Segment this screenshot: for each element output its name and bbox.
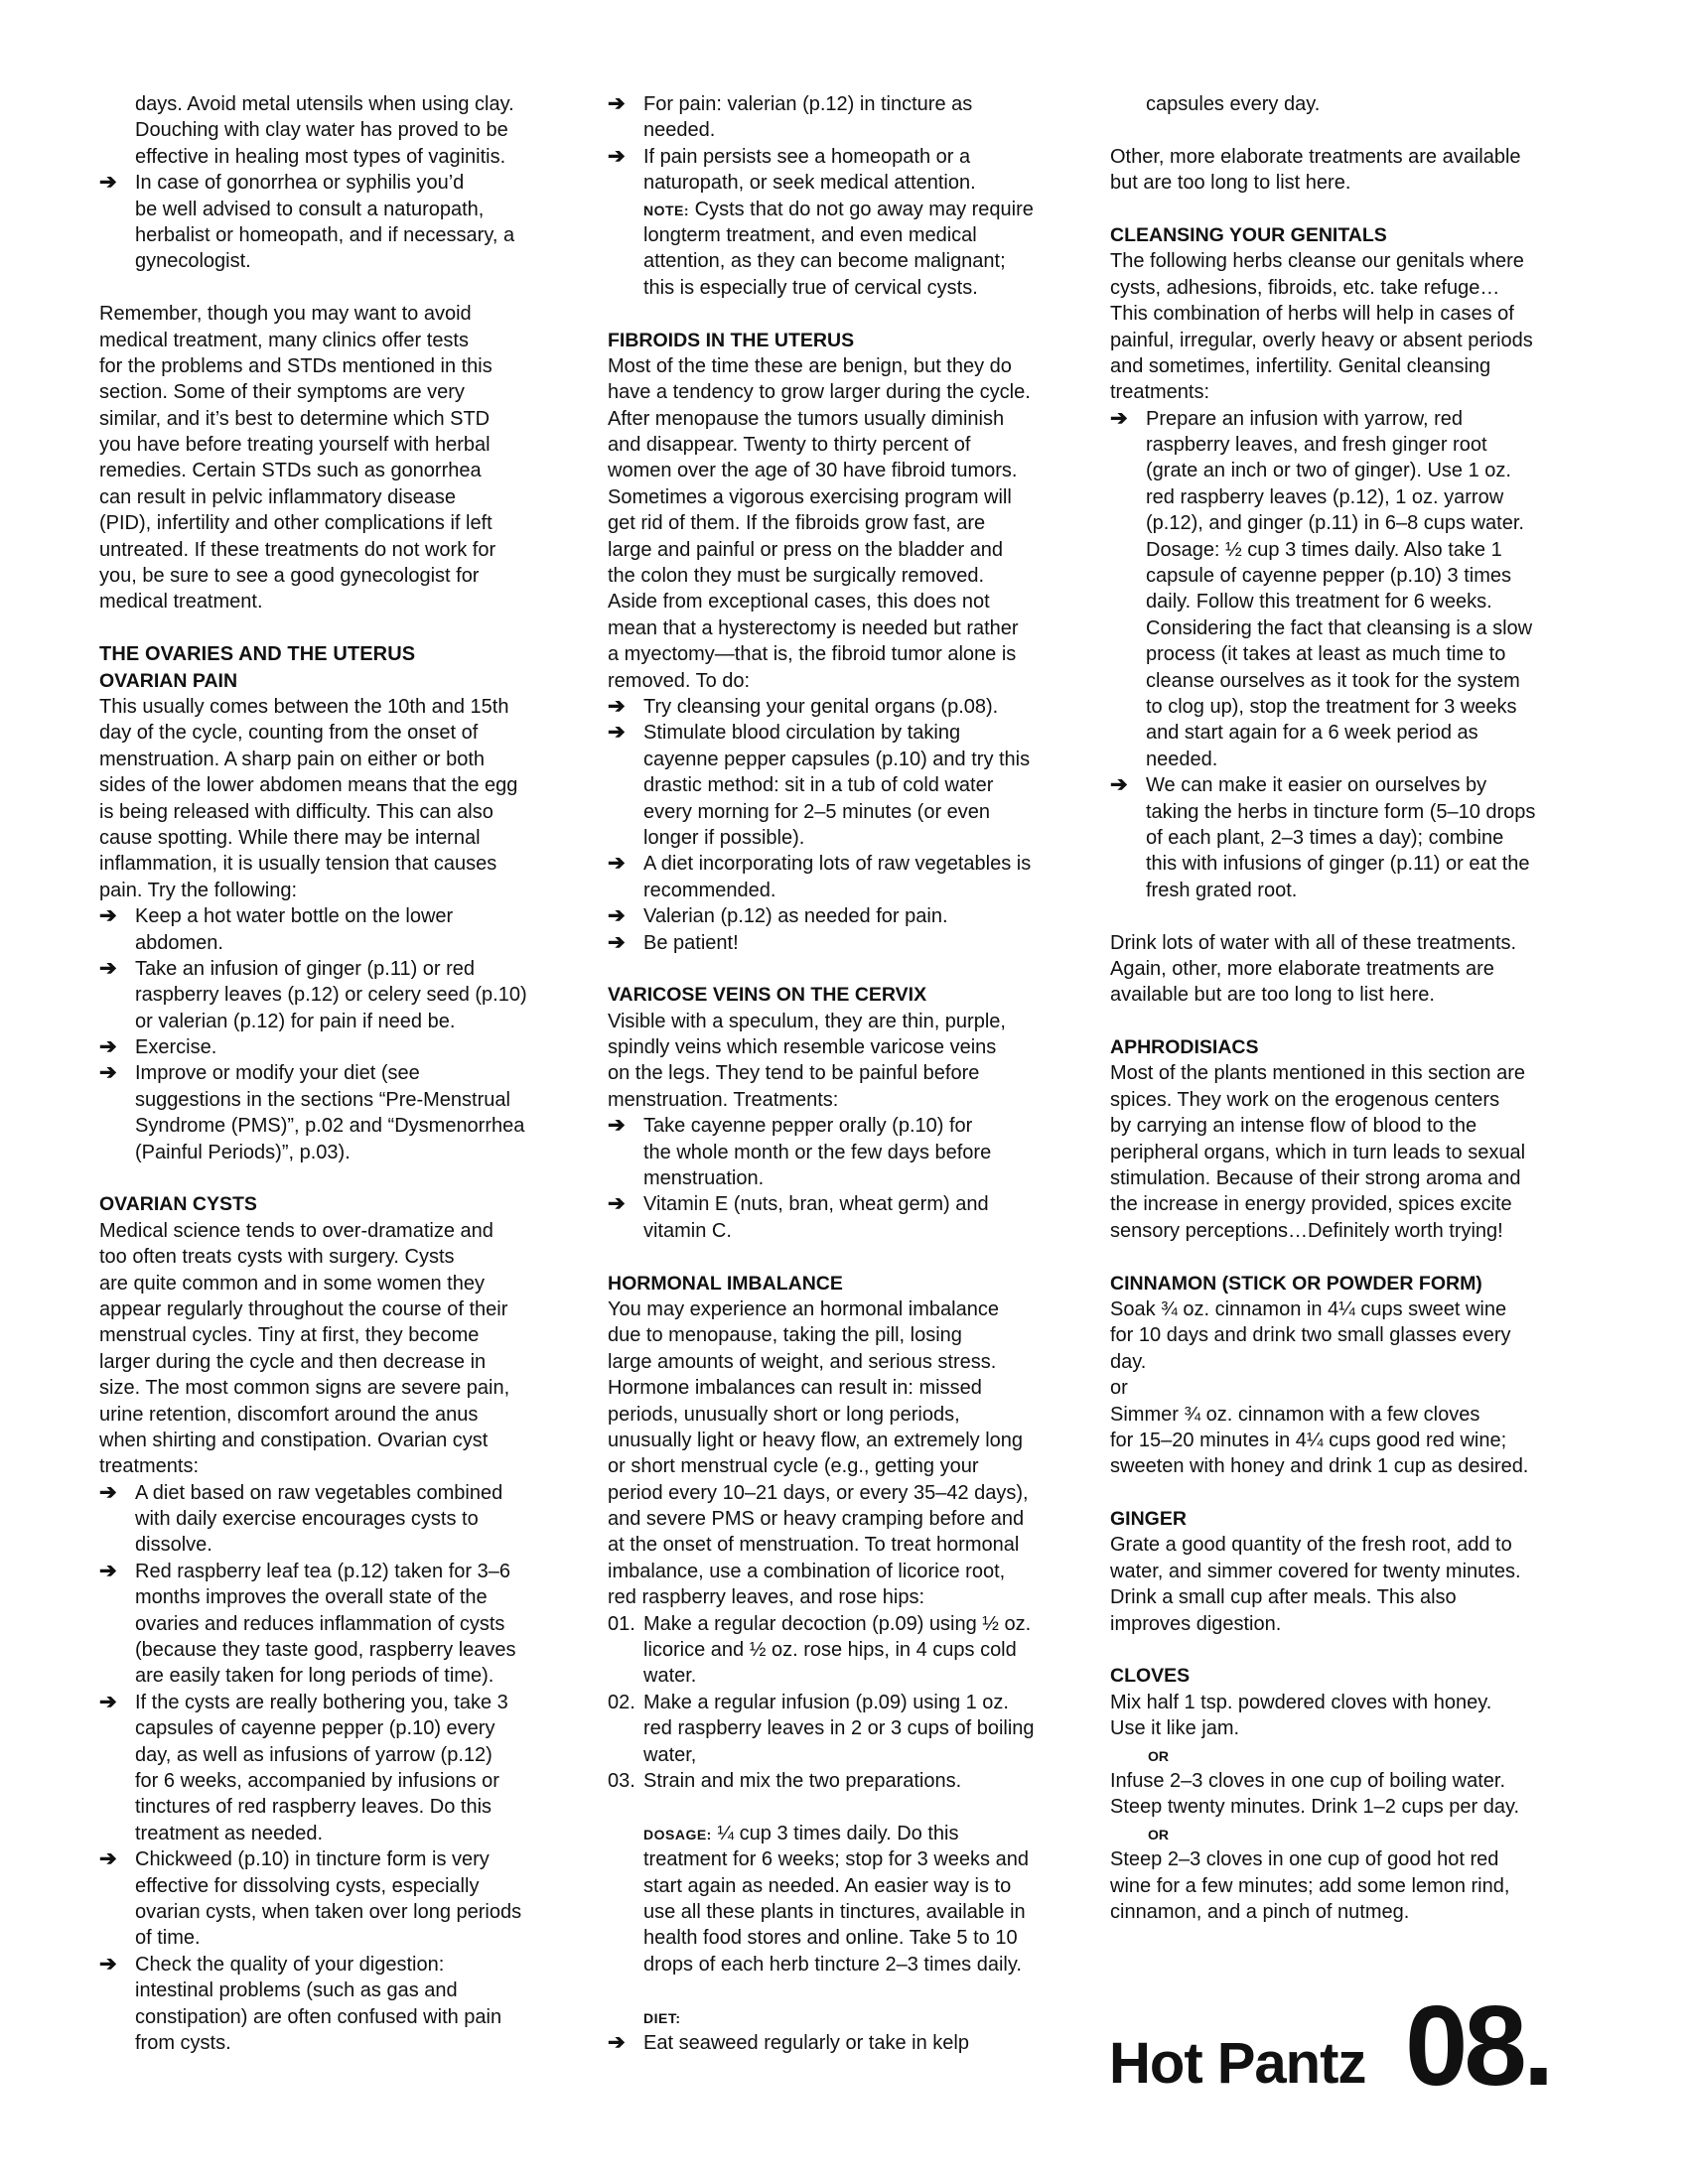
indented-line: fresh grated root.	[1146, 879, 1298, 901]
paragraph-line: Again, other, more elaborate treatments are	[1110, 957, 1494, 980]
bullet-item	[99, 1060, 566, 1086]
indented-line: the whole month or the few days before	[643, 1141, 992, 1163]
column-3	[1110, 91, 1597, 1925]
paragraph-line: when shirting and constipation. Ovarian cyst	[99, 1429, 489, 1451]
paragraph-line: water, and simmer covered for twenty minutes.	[1110, 1560, 1521, 1582]
indented-line: process (it takes at least as much time to	[1146, 643, 1506, 666]
paragraph-line: is being released with difficulty. This can also	[99, 800, 493, 823]
or-label: OR	[1148, 1826, 1169, 1843]
indented-line: or valerian (p.12) for pain if need be.	[135, 1010, 456, 1032]
indented-line: raspberry leaves, and fresh ginger root	[1146, 434, 1487, 457]
paragraph-line: (PID), infertility and other complications if left	[99, 512, 492, 535]
paragraph-line: Sometimes a vigorous exercising program will	[608, 485, 1012, 508]
paragraph-line: Medical science tends to over-dramatize and	[99, 1219, 493, 1242]
indented-line: of each plant, 2–3 times a day); combine	[1146, 826, 1504, 849]
bullet-item	[99, 1034, 566, 1060]
indented-line: Considering the fact that cleansing is a slow	[1146, 616, 1533, 639]
subsection-heading: CLOVES	[1110, 1665, 1191, 1688]
bullet-text: For pain: valerian (p.12) in tincture as	[643, 93, 973, 115]
item-text: Make a regular decoction (p.09) using ½ oz.	[643, 1612, 1032, 1635]
paragraph-line: Simmer ¾ oz. cinnamon with a few cloves	[1110, 1403, 1480, 1426]
paragraph-line: sweeten with honey and drink 1 cup as desired.	[1110, 1455, 1529, 1478]
bullet-text: A diet incorporating lots of raw vegetables is	[643, 853, 1032, 876]
indented-line: constipation) are often confused with pain	[135, 2005, 502, 2028]
blank-line	[1110, 1009, 1597, 1034]
paragraph-line: treatments:	[1110, 381, 1210, 404]
indented-line: herbalist or homeopath, and if necessary, a	[135, 223, 515, 246]
bullet-item	[608, 2030, 1084, 2056]
bullet-item	[608, 694, 1084, 720]
indented-line: with daily exercise encourages cysts to	[135, 1508, 479, 1531]
subsection-heading: CLEANSING YOUR GENITALS	[1110, 223, 1387, 246]
arrow-right-icon: ➔	[608, 904, 626, 928]
paragraph-line: Most of the time these are benign, but they do	[608, 354, 1012, 377]
paragraph-line: Remember, though you may want to avoid	[99, 303, 472, 326]
paragraph-line: Grate a good quantity of the fresh root, add to	[1110, 1534, 1512, 1557]
bullet-item	[99, 170, 566, 196]
arrow-right-icon: ➔	[99, 1952, 117, 1976]
arrow-right-icon: ➔	[99, 1847, 117, 1871]
paragraph-line: cysts, adhesions, fibroids, etc. take refuge…	[1110, 276, 1500, 299]
paragraph-line: menstruation. Treatments:	[608, 1088, 839, 1111]
indented-line: longer if possible).	[643, 826, 805, 849]
arrow-right-icon: ➔	[99, 1035, 117, 1059]
note-label: DOSAGE:	[643, 1826, 712, 1843]
bullet-item	[99, 1952, 566, 1978]
paragraph-line: period every 10–21 days, or every 35–42 days),	[608, 1481, 1029, 1504]
paragraph-line: have a tendency to grow larger during the cycle.	[608, 381, 1031, 404]
bullet-text: If pain persists see a homeopath or a	[643, 145, 971, 168]
blank-line	[608, 1794, 1084, 1820]
blank-line	[1110, 1637, 1597, 1663]
paragraph-line: Drink a small cup after meals. This also	[1110, 1586, 1457, 1609]
blank-line	[608, 956, 1084, 982]
bullet-text: Chickweed (p.10) in tincture form is very	[135, 1848, 490, 1871]
bullet-text: Eat seaweed regularly or take in kelp	[643, 2031, 969, 2054]
bullet-text: In case of gonorrhea or syphilis you’d	[135, 172, 465, 195]
paragraph-line: you, be sure to see a good gynecologist for	[99, 565, 480, 588]
indented-line: be well advised to consult a naturopath,	[135, 198, 485, 220]
paragraph-line: stimulation. Because of their strong aroma and	[1110, 1167, 1521, 1190]
blank-line	[1110, 117, 1597, 143]
bullet-text: Take an infusion of ginger (p.11) or red	[135, 957, 476, 980]
paragraph-line: and sometimes, infertility. Genital cleansing	[1110, 354, 1491, 377]
bullet-item	[608, 1191, 1084, 1217]
paragraph-line: inflammation, it is usually tension that causes	[99, 853, 497, 876]
indented-line: effective for dissolving cysts, especially	[135, 1874, 480, 1897]
bullet-text: Red raspberry leaf tea (p.12) taken for 3–6	[135, 1560, 510, 1582]
indented-line: naturopath, or seek medical attention.	[643, 172, 976, 195]
subsection-heading: OVARIAN PAIN	[99, 669, 238, 692]
paragraph-line: medical treatment.	[99, 591, 263, 614]
indented-line: (grate an inch or two of ginger). Use 1 oz.	[1146, 460, 1511, 482]
blank-line	[1110, 1480, 1597, 1506]
indented-line: (p.12), and ginger (p.11) in 6–8 cups water.	[1146, 512, 1524, 535]
indented-line: attention, as they can become malignant;	[643, 250, 1006, 273]
paragraph-line: get rid of them. If the fibroids grow fast, are	[608, 512, 986, 535]
indented-line: cleanse ourselves as it took for the system	[1146, 669, 1520, 692]
page-number: 08.	[1405, 1983, 1551, 2110]
bullet-text: We can make it easier on ourselves by	[1146, 774, 1487, 797]
note-label: DIET:	[643, 2009, 681, 2026]
paragraph-line: peripheral organs, which in turn leads to sexual	[1110, 1141, 1526, 1163]
paragraph-line: urine retention, discomfort around the anus	[99, 1403, 479, 1426]
indented-line: are easily taken for long periods of time).	[135, 1665, 494, 1688]
paragraph-line: large and painful or press on the bladder and	[608, 538, 1004, 561]
indented-line: needed.	[1146, 748, 1218, 770]
bullet-item	[608, 144, 1084, 170]
paragraph-line: for 10 days and drink two small glasses every	[1110, 1324, 1511, 1347]
subsection-heading: GINGER	[1110, 1508, 1187, 1531]
paragraph-line: appear regularly throughout the course of their	[99, 1297, 508, 1320]
numbered-item	[608, 1768, 1084, 1794]
paragraph-line: too often treats cysts with surgery. Cysts	[99, 1246, 455, 1269]
item-number: 03.	[608, 1770, 635, 1792]
or-separator	[1110, 1821, 1597, 1846]
paragraph-line: for 15–20 minutes in 4¼ cups good red wine;	[1110, 1429, 1507, 1451]
paragraph-line: can result in pelvic inflammatory disease	[99, 485, 457, 508]
paragraph-line: red raspberry leaves, and rose hips:	[608, 1586, 925, 1609]
paragraph-line: You may experience an hormonal imbalance	[608, 1297, 999, 1320]
paragraph-line: unusually light or heavy flow, an extremely long	[608, 1429, 1024, 1451]
bullet-item	[608, 930, 1084, 956]
paragraph-line: remedies. Certain STDs such as gonorrhea	[99, 460, 482, 482]
indented-line: recommended.	[643, 879, 776, 901]
arrow-right-icon: ➔	[608, 1114, 626, 1138]
indented-line: water.	[643, 1665, 697, 1688]
arrow-right-icon: ➔	[608, 721, 626, 745]
paragraph-line: medical treatment, many clinics offer tests	[99, 329, 469, 351]
bullet-item	[608, 851, 1084, 877]
indented-line: treatment for 6 weeks; stop for 3 weeks and	[643, 1848, 1029, 1871]
indented-line: and start again for a 6 week period as	[1146, 722, 1478, 745]
indented-line: red raspberry leaves (p.12), 1 oz. yarrow	[1146, 485, 1504, 508]
indented-line: this is especially true of cervical cysts.	[643, 276, 978, 299]
indented-line: tinctures of red raspberry leaves. Do this	[135, 1796, 492, 1819]
arrow-right-icon: ➔	[1110, 406, 1128, 430]
arrow-right-icon: ➔	[608, 694, 626, 718]
indented-line: needed.	[643, 119, 716, 142]
paragraph-line: due to menopause, taking the pill, losing	[608, 1324, 962, 1347]
bullet-text: Take cayenne pepper orally (p.10) for	[643, 1115, 973, 1138]
paragraph-line: imbalance, use a combination of licorice root,	[608, 1560, 1006, 1582]
numbered-item	[608, 1690, 1084, 1715]
paragraph-line: treatments:	[99, 1455, 200, 1478]
paragraph-line: untreated. If these treatments do not work for	[99, 538, 496, 561]
publication-title: Hot Pantz	[1109, 2031, 1366, 2096]
paragraph-line: similar, and it’s best to determine which STD	[99, 407, 491, 430]
paragraph-line: The following herbs cleanse our genitals where	[1110, 250, 1524, 273]
bullet-item	[99, 1559, 566, 1584]
blank-line	[608, 301, 1084, 327]
bullet-item	[608, 720, 1084, 746]
item-number: 01.	[608, 1612, 635, 1635]
arrow-right-icon: ➔	[608, 852, 626, 876]
arrow-right-icon: ➔	[99, 1690, 117, 1713]
paragraph-line: cause spotting. While there may be internal	[99, 826, 481, 849]
indented-line: (because they taste good, raspberry leaves	[135, 1639, 516, 1662]
indented-line: Dosage: ½ cup 3 times daily. Also take 1	[1146, 538, 1502, 561]
indented-line: vitamin C.	[643, 1219, 732, 1242]
indented-line: this with infusions of ginger (p.11) or eat the	[1146, 853, 1530, 876]
indented-line: days. Avoid metal utensils when using clay.	[135, 93, 514, 115]
arrow-right-icon: ➔	[99, 1559, 117, 1582]
numbered-item	[608, 1611, 1084, 1637]
bullet-item	[608, 1113, 1084, 1139]
indented-line: months improves the overall state of the	[135, 1586, 488, 1609]
indented-line: suggestions in the sections “Pre-Menstrual	[135, 1088, 510, 1111]
arrow-right-icon: ➔	[99, 1480, 117, 1504]
paragraph-line: sides of the lower abdomen means that the egg	[99, 774, 518, 797]
subsection-heading: HORMONAL IMBALANCE	[608, 1272, 843, 1295]
paragraph-line: or	[1110, 1377, 1128, 1400]
labeled-note	[608, 1821, 1084, 1846]
item-number: 02.	[608, 1691, 635, 1713]
indented-line: daily. Follow this treatment for 6 weeks.	[1146, 591, 1492, 614]
indented-line: effective in healing most types of vaginitis.	[135, 145, 506, 168]
paragraph-line: Drink lots of water with all of these treatments.	[1110, 931, 1517, 954]
bullet-item	[99, 1690, 566, 1715]
paragraph-line: are quite common and in some women they	[99, 1272, 485, 1295]
labeled-note	[608, 197, 1084, 222]
paragraph-line: Most of the plants mentioned in this section are	[1110, 1062, 1526, 1085]
arrow-right-icon: ➔	[99, 171, 117, 195]
indented-line: to clog up), stop the treatment for 3 weeks	[1146, 695, 1517, 718]
blank-line	[1110, 197, 1597, 222]
paragraph-line: by carrying an intense flow of blood to the	[1110, 1115, 1477, 1138]
note-label: NOTE:	[643, 202, 690, 218]
bullet-item	[99, 903, 566, 929]
subsection-heading: APHRODISIACS	[1110, 1036, 1259, 1059]
indented-line: raspberry leaves (p.12) or celery seed (p.10)	[135, 984, 527, 1007]
paragraph-line: large amounts of weight, and serious stress.	[608, 1350, 997, 1373]
bullet-item	[99, 1846, 566, 1872]
item-text: Strain and mix the two preparations.	[643, 1770, 962, 1792]
indented-line: drops of each herb tincture 2–3 times daily.	[643, 1953, 1022, 1976]
paragraph-line: at the onset of menstruation. To treat hormonal	[608, 1534, 1020, 1557]
bullet-text: Be patient!	[643, 931, 739, 954]
paragraph-line: menstruation. A sharp pain on either or both	[99, 748, 486, 770]
paragraph-line: section. Some of their symptoms are very	[99, 381, 465, 404]
or-label: OR	[1148, 1747, 1169, 1764]
arrow-right-icon: ➔	[608, 144, 626, 168]
paragraph-line: cinnamon, and a pinch of nutmeg.	[1110, 1900, 1410, 1923]
indented-line: licorice and ½ oz. rose hips, in 4 cups cold	[643, 1639, 1017, 1662]
blank-line	[608, 1244, 1084, 1270]
indented-line: longterm treatment, and even medical	[643, 223, 977, 246]
indented-line: menstruation.	[643, 1167, 765, 1190]
arrow-right-icon: ➔	[608, 92, 626, 115]
note-text: ¼ cup 3 times daily. Do this	[711, 1822, 959, 1844]
blank-line	[99, 1165, 566, 1191]
paragraph-line: women over the age of 30 have fibroid tumors.	[608, 460, 1018, 482]
paragraph-line: Infuse 2–3 cloves in one cup of boiling water.	[1110, 1770, 1506, 1792]
paragraph-line: sensory perceptions…Definitely worth trying!	[1110, 1219, 1503, 1242]
arrow-right-icon: ➔	[99, 956, 117, 980]
paragraph-line: menstrual cycles. Tiny at first, they become	[99, 1324, 480, 1347]
indented-line: day, as well as infusions of yarrow (p.12)	[135, 1743, 492, 1766]
paragraph-line: painful, irregular, overly heavy or absent periods	[1110, 329, 1533, 351]
bullet-item	[608, 91, 1084, 117]
subsection-heading: FIBROIDS IN THE UTERUS	[608, 329, 855, 351]
indented-line: Syndrome (PMS)”, p.02 and “Dysmenorrhea	[135, 1115, 525, 1138]
indented-line: taking the herbs in tincture form (5–10 drops	[1146, 800, 1536, 823]
paragraph-line: the increase in energy provided, spices excite	[1110, 1193, 1512, 1216]
indented-line: red raspberry leaves in 2 or 3 cups of boiling	[643, 1717, 1035, 1740]
bullet-item	[99, 956, 566, 982]
indented-line: gynecologist.	[135, 250, 251, 273]
indented-line: ovarian cysts, when taken over long periods	[135, 1900, 522, 1923]
bullet-text: Keep a hot water bottle on the lower	[135, 905, 454, 928]
note-text: Cysts that do not go away may require	[689, 198, 1034, 220]
bullet-text: Try cleansing your genital organs (p.08).	[643, 695, 999, 718]
blank-line	[1110, 1244, 1597, 1270]
arrow-right-icon: ➔	[99, 1061, 117, 1085]
bullet-text: Prepare an infusion with yarrow, red	[1146, 407, 1464, 430]
indented-line: cayenne pepper capsules (p.10) and try this	[643, 748, 1031, 770]
paragraph-line: on the legs. They tend to be painful before	[608, 1062, 980, 1085]
indented-line: from cysts.	[135, 2031, 231, 2054]
indented-line: ovaries and reduces inflammation of cysts	[135, 1612, 505, 1635]
bullet-text: If the cysts are really bothering you, take 3	[135, 1691, 508, 1713]
paragraph-line: This combination of herbs will help in cases of	[1110, 303, 1514, 326]
paragraph-line: you have before treating yourself with herbal	[99, 434, 491, 457]
paragraph-line: Soak ¾ oz. cinnamon in 4¼ cups sweet wine	[1110, 1297, 1507, 1320]
arrow-right-icon: ➔	[99, 904, 117, 928]
indented-line: (Painful Periods)”, p.03).	[135, 1141, 351, 1163]
blank-line	[99, 275, 566, 301]
blank-line	[608, 1978, 1084, 2003]
paragraph-line: and severe PMS or heavy cramping before and	[608, 1508, 1025, 1531]
bullet-text: Check the quality of your digestion:	[135, 1953, 445, 1976]
paragraph-line: Aside from exceptional cases, this does not	[608, 591, 990, 614]
paragraph-line: After menopause the tumors usually diminish	[608, 407, 1005, 430]
indented-line: health food stores and online. Take 5 to 10	[643, 1927, 1018, 1950]
bullet-item	[608, 903, 1084, 929]
column-1	[99, 91, 566, 2056]
paragraph-line: the colon they must be surgically removed.	[608, 565, 985, 588]
paragraph-line: Other, more elaborate treatments are available	[1110, 145, 1521, 168]
subsection-heading: OVARIAN CYSTS	[99, 1193, 257, 1216]
indented-line: use all these plants in tinctures, available in	[643, 1900, 1026, 1923]
bullet-item	[99, 1480, 566, 1506]
indented-line: dissolve.	[135, 1534, 212, 1557]
indented-line: drastic method: sit in a tub of cold water	[643, 774, 994, 797]
or-separator	[1110, 1742, 1597, 1768]
paragraph-line: Steep 2–3 cloves in one cup of good hot red	[1110, 1848, 1499, 1871]
bullet-text: Stimulate blood circulation by taking	[643, 722, 961, 745]
labeled-note	[608, 2004, 1084, 2030]
paragraph-line: Mix half 1 tsp. powdered cloves with honey.	[1110, 1691, 1492, 1713]
paragraph-line: wine for a few minutes; add some lemon rind,	[1110, 1874, 1510, 1897]
indented-line: treatment as needed.	[135, 1822, 324, 1844]
indented-line: water,	[643, 1743, 697, 1766]
indented-line: start again as needed. An easier way is to	[643, 1874, 1012, 1897]
paragraph-line: pain. Try the following:	[99, 879, 297, 901]
paragraph-line: but are too long to list here.	[1110, 172, 1351, 195]
bullet-text: A diet based on raw vegetables combined	[135, 1481, 503, 1504]
indented-line: capsules every day.	[1146, 93, 1321, 115]
arrow-right-icon: ➔	[608, 930, 626, 954]
blank-line	[1110, 903, 1597, 929]
paragraph-line: removed. To do:	[608, 669, 751, 692]
indented-line: every morning for 2–5 minutes (or even	[643, 800, 991, 823]
bullet-text: Vitamin E (nuts, bran, wheat germ) and	[643, 1193, 989, 1216]
blank-line	[99, 615, 566, 641]
paragraph-line: or short menstrual cycle (e.g., getting your	[608, 1455, 979, 1478]
paragraph-line: day.	[1110, 1350, 1147, 1373]
section-heading: THE OVARIES AND THE UTERUS	[99, 643, 416, 666]
item-text: Make a regular infusion (p.09) using 1 oz.	[643, 1691, 1009, 1713]
paragraph-line: size. The most common signs are severe pain,	[99, 1377, 510, 1400]
indented-line: of time.	[135, 1927, 201, 1950]
subsection-heading: VARICOSE VEINS ON THE CERVIX	[608, 984, 927, 1007]
paragraph-line: improves digestion.	[1110, 1612, 1282, 1635]
column-2	[608, 91, 1084, 2056]
paragraph-line: periods, unusually short or long periods,	[608, 1403, 960, 1426]
paragraph-line: Hormone imbalances can result in: missed	[608, 1377, 982, 1400]
arrow-right-icon: ➔	[608, 1192, 626, 1216]
indented-line: Douching with clay water has proved to be	[135, 119, 508, 142]
indented-line: capsule of cayenne pepper (p.10) 3 times	[1146, 565, 1511, 588]
paragraph-line: Visible with a speculum, they are thin, purple,	[608, 1010, 1006, 1032]
indented-line: capsules of cayenne pepper (p.10) every	[135, 1717, 495, 1740]
paragraph-line: larger during the cycle and then decrease in	[99, 1350, 487, 1373]
paragraph-line: spindly veins which resemble varicose veins	[608, 1036, 997, 1059]
paragraph-line: Steep twenty minutes. Drink 1–2 cups per day.	[1110, 1796, 1520, 1819]
paragraph-line: and disappear. Twenty to thirty percent of	[608, 434, 971, 457]
paragraph-line: a myectomy—that is, the fibroid tumor alone is	[608, 643, 1017, 666]
subsection-heading: CINNAMON (STICK OR POWDER FORM)	[1110, 1272, 1482, 1295]
paragraph-line: mean that a hysterectomy is needed but rather	[608, 616, 1019, 639]
paragraph-line: day of the cycle, counting from the onset of	[99, 722, 479, 745]
bullet-item	[1110, 772, 1597, 798]
bullet-text: Improve or modify your diet (see	[135, 1062, 420, 1085]
indented-line: intestinal problems (such as gas and	[135, 1979, 458, 2002]
paragraph-line: This usually comes between the 10th and 15th	[99, 695, 509, 718]
paragraph-line: for the problems and STDs mentioned in this	[99, 354, 492, 377]
bullet-item	[1110, 406, 1597, 432]
paragraph-line: spices. They work on the erogenous centers	[1110, 1088, 1500, 1111]
paragraph-line: Use it like jam.	[1110, 1717, 1240, 1740]
indented-line: for 6 weeks, accompanied by infusions or	[135, 1770, 499, 1792]
arrow-right-icon: ➔	[608, 2030, 626, 2054]
indented-line: abdomen.	[135, 931, 223, 954]
paragraph-line: available but are too long to list here.	[1110, 984, 1435, 1007]
bullet-text: Valerian (p.12) as needed for pain.	[643, 905, 948, 928]
bullet-text: Exercise.	[135, 1036, 217, 1059]
arrow-right-icon: ➔	[1110, 773, 1128, 797]
